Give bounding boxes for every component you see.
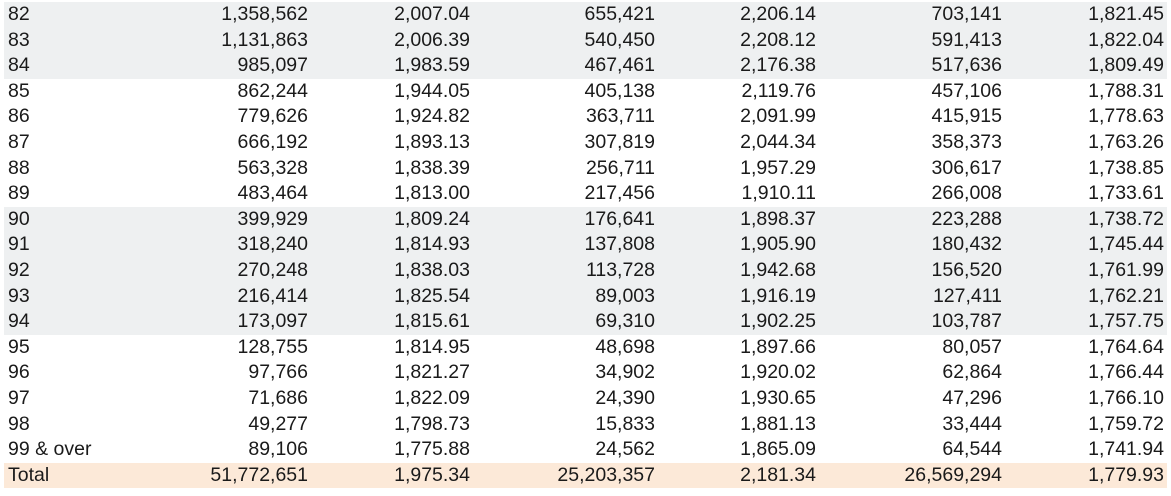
total-row [4, 463, 1167, 489]
table-cell: 399,929 [154, 207, 311, 233]
table-row [4, 386, 1167, 412]
row-label: 84 [4, 53, 154, 79]
table-cell: 1,809.24 [311, 207, 473, 233]
table-cell: 1,809.49 [1005, 53, 1167, 79]
table-cell: 15,833 [595, 412, 655, 435]
table-cell: 363,711 [585, 105, 655, 128]
row-label: 89 [8, 182, 30, 205]
table-cell: 1,745.44 [1005, 232, 1167, 258]
table-cell: 1,766.44 [1088, 361, 1164, 384]
table-cell: 180,432 [819, 232, 1005, 258]
table-cell: 1,893.13 [394, 130, 470, 153]
table-cell: 307,819 [584, 130, 655, 153]
table-cell: 2,006.39 [311, 28, 473, 54]
table-cell: 1,814.95 [394, 335, 470, 358]
table-cell: 358,373 [931, 130, 1002, 153]
table-cell: 1,881.13 [740, 412, 816, 435]
table-cell: 2,208.12 [658, 28, 819, 54]
table-cell: 1,825.54 [311, 284, 473, 310]
table-cell: 103,787 [819, 309, 1005, 335]
data-table [4, 2, 1167, 488]
table-cell: 1,815.61 [311, 309, 473, 335]
row-label: 83 [4, 28, 154, 54]
table-cell: 1,738.72 [1005, 207, 1167, 233]
table-cell: 51,772,651 [154, 463, 311, 489]
row-label: 95 [8, 335, 30, 358]
table-cell: 415,915 [931, 105, 1002, 128]
table-cell: 1,897.66 [740, 335, 816, 358]
table-row [4, 207, 1167, 233]
table-cell: 703,141 [819, 2, 1005, 28]
table-cell: 80,057 [942, 335, 1002, 358]
table-cell: 1,778.63 [1088, 105, 1164, 128]
table-cell: 2,091.99 [740, 105, 816, 128]
table-row [4, 79, 1167, 105]
table-cell: 89,003 [473, 284, 658, 310]
row-label: 87 [8, 130, 30, 153]
table-cell: 256,711 [585, 156, 655, 179]
table-cell: 1,733.61 [1088, 182, 1164, 205]
row-label: 88 [8, 156, 30, 179]
table-cell: 24,562 [595, 438, 655, 461]
table-row [4, 2, 1167, 28]
table-cell: 137,808 [473, 232, 658, 258]
table-row [4, 360, 1167, 386]
table-cell: 1,741.94 [1088, 438, 1164, 461]
table-cell: 270,248 [154, 258, 311, 284]
table-cell: 318,240 [154, 232, 311, 258]
table-row [4, 181, 1167, 207]
table-cell: 591,413 [819, 28, 1005, 54]
table-cell: 176,641 [473, 207, 658, 233]
row-label: 96 [8, 361, 30, 384]
table-cell: 47,296 [942, 386, 1002, 409]
table-cell: 216,414 [154, 284, 311, 310]
row-label: 85 [8, 79, 30, 102]
table-cell: 1,775.88 [394, 438, 470, 461]
table-cell: 1,764.64 [1088, 335, 1164, 358]
table-cell: 779,626 [237, 105, 308, 128]
table-cell: 217,456 [584, 182, 655, 205]
table-cell: 128,755 [237, 335, 308, 358]
table-cell: 1,942.68 [658, 258, 819, 284]
table-row [4, 309, 1167, 335]
table-row [4, 437, 1167, 463]
table-cell: 1,838.03 [311, 258, 473, 284]
table-cell: 71,686 [248, 386, 308, 409]
table-cell: 563,328 [237, 156, 308, 179]
table-cell: 26,569,294 [819, 463, 1005, 489]
table-cell: 457,106 [931, 79, 1002, 102]
table-row [4, 232, 1167, 258]
table-cell: 1,761.99 [1005, 258, 1167, 284]
table-cell: 49,277 [248, 412, 308, 435]
table-cell: 985,097 [154, 53, 311, 79]
table-cell: 1,944.05 [394, 79, 470, 102]
table-cell: 25,203,357 [473, 463, 658, 489]
table-cell: 467,461 [473, 53, 658, 79]
table-cell: 306,617 [931, 156, 1002, 179]
table-cell: 483,464 [237, 182, 308, 205]
table-cell: 2,176.38 [658, 53, 819, 79]
table-row [4, 335, 1167, 361]
table-cell: 127,411 [819, 284, 1005, 310]
row-label: 92 [4, 258, 154, 284]
row-label: 97 [8, 386, 30, 409]
table-cell: 33,444 [942, 412, 1002, 435]
table-cell: 517,636 [819, 53, 1005, 79]
table-cell: 1,910.11 [741, 182, 816, 205]
table-cell: 1,766.10 [1088, 386, 1164, 409]
table-cell: 1,975.34 [311, 463, 473, 489]
table-cell: 1,838.39 [394, 156, 470, 179]
table-row [4, 53, 1167, 79]
table-cell: 1,358,562 [154, 2, 311, 28]
table-cell: 64,544 [942, 438, 1002, 461]
table-cell: 1,902.25 [658, 309, 819, 335]
table-cell: 173,097 [154, 309, 311, 335]
table-row [4, 412, 1167, 438]
table-cell: 24,390 [595, 386, 655, 409]
table-cell: 2,007.04 [311, 2, 473, 28]
table-cell: 1,905.90 [658, 232, 819, 258]
row-label: 86 [8, 105, 30, 128]
table-cell: 405,138 [584, 79, 655, 102]
row-label: 99 & over [8, 438, 92, 461]
table-cell: 62,864 [942, 361, 1002, 384]
table-cell: 540,450 [473, 28, 658, 54]
row-label: 90 [4, 207, 154, 233]
table-cell: 1,822.04 [1005, 28, 1167, 54]
table-cell: 1,798.73 [394, 412, 470, 435]
table-cell: 666,192 [237, 130, 308, 153]
row-label: 94 [4, 309, 154, 335]
table-cell: 1,983.59 [311, 53, 473, 79]
table-cell: 1,898.37 [658, 207, 819, 233]
table-cell: 69,310 [473, 309, 658, 335]
table-cell: 1,813.00 [394, 182, 470, 205]
table-cell: 1,131,863 [154, 28, 311, 54]
table-cell: 1,757.75 [1005, 309, 1167, 335]
table-cell: 156,520 [819, 258, 1005, 284]
table-cell: 2,181.34 [658, 463, 819, 489]
table-cell: 89,106 [248, 438, 308, 461]
table-cell: 113,728 [473, 258, 658, 284]
row-label: 82 [4, 2, 154, 28]
row-label: 93 [4, 284, 154, 310]
table-cell: 655,421 [473, 2, 658, 28]
table-cell: 1,814.93 [311, 232, 473, 258]
table-cell: 1,930.65 [740, 386, 816, 409]
table-row [4, 130, 1167, 156]
table-cell: 34,902 [595, 361, 655, 384]
table-row [4, 156, 1167, 182]
table-cell: 1,865.09 [740, 438, 816, 461]
total-label: Total [4, 463, 154, 489]
table-cell: 97,766 [248, 361, 308, 384]
table-cell: 223,288 [819, 207, 1005, 233]
table-cell: 48,698 [595, 335, 655, 358]
table-row [4, 28, 1167, 54]
row-label: 98 [8, 412, 30, 435]
table-cell: 1,920.02 [740, 361, 816, 384]
row-label: 91 [4, 232, 154, 258]
table-body [4, 2, 1167, 488]
table-cell: 1,821.45 [1005, 2, 1167, 28]
table-cell: 1,759.72 [1088, 412, 1164, 435]
table-cell: 1,916.19 [658, 284, 819, 310]
table-cell: 1,738.85 [1088, 156, 1164, 179]
table-cell: 2,206.14 [658, 2, 819, 28]
table-row [4, 104, 1167, 130]
table-cell: 2,119.76 [741, 79, 816, 102]
table-cell: 1,822.09 [394, 386, 470, 409]
table-cell: 862,244 [237, 79, 308, 102]
table-cell: 1,821.27 [394, 361, 470, 384]
table-cell: 266,008 [931, 182, 1002, 205]
table-cell: 1,763.26 [1088, 130, 1164, 153]
table-row [4, 284, 1167, 310]
table-cell: 1,779.93 [1005, 463, 1167, 489]
table-cell: 2,044.34 [740, 130, 816, 153]
table-cell: 1,924.82 [394, 105, 470, 128]
table-cell: 1,788.31 [1088, 79, 1164, 102]
table-cell: 1,957.29 [740, 156, 816, 179]
table-row [4, 258, 1167, 284]
table-cell: 1,762.21 [1005, 284, 1167, 310]
